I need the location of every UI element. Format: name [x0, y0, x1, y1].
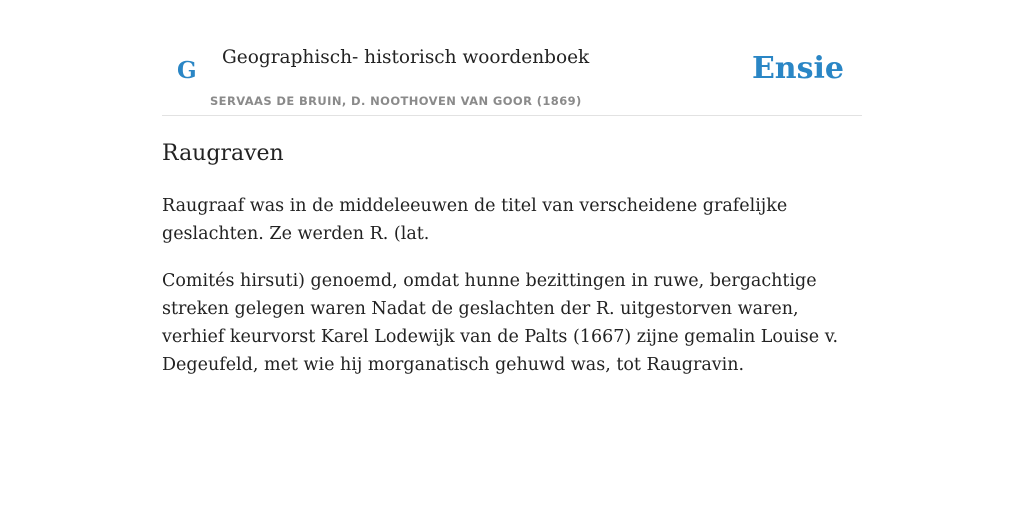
entry-title: Raugraven: [162, 141, 284, 166]
entry-paragraph: Comités hirsuti) genoemd, omdat hunne bezittingen in ruwe, bergachtige streken gelegen waren Nadat de geslachten der R. uitgestorven waren, verhief keurvorst Karel Lodewijk van de Palts (1667) zijne gemalin Louise v. Degeufeld, met wie hij morganatisch gehuwd was, tot Raugravin.: [162, 271, 839, 375]
entry-body: [162, 192, 862, 398]
page: [162, 0, 862, 375]
ensie-logo-link[interactable]: Ensie: [751, 51, 844, 86]
book-header: [162, 0, 862, 116]
entry-paragraph: Raugraaf was in de middeleeuwen de titel van verscheidene grafelijke geslachten. Ze werden R. (lat.: [162, 196, 788, 244]
book-title-link[interactable]: Geographisch- historisch woordenboek: [222, 47, 590, 68]
book-authors: SERVAAS DE BRUIN, D. NOOTHOVEN VAN GOOR (1869): [210, 94, 582, 108]
book-letter-icon[interactable]: G: [177, 57, 197, 84]
